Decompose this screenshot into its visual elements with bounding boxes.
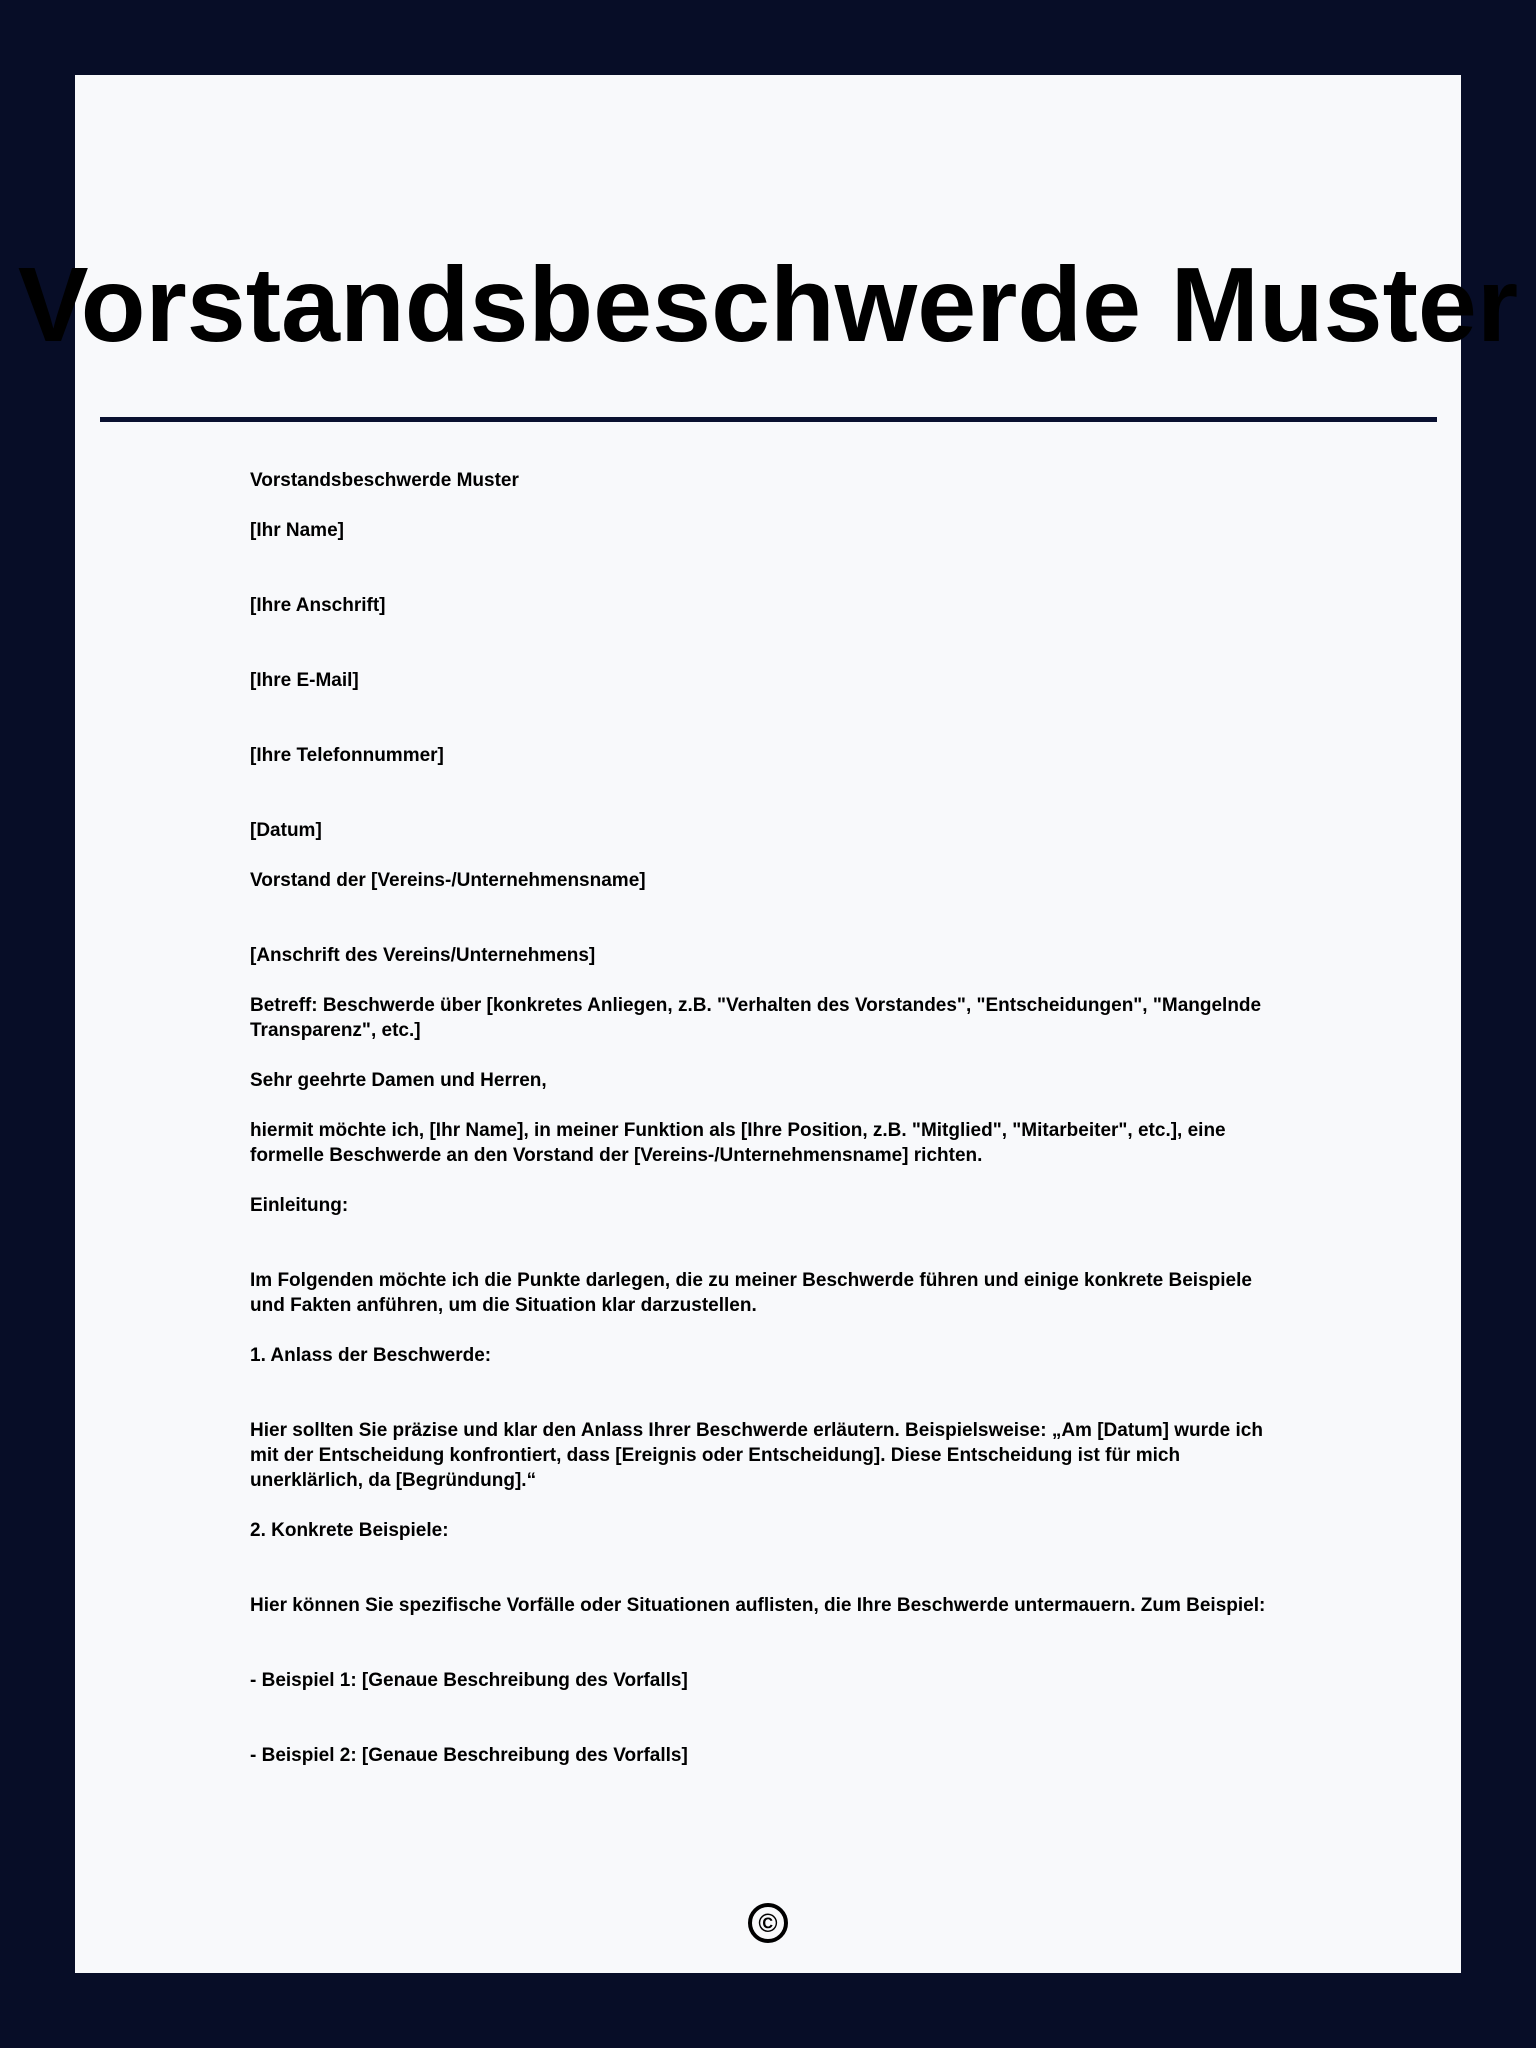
example-item: - Beispiel 1: [Genaue Beschreibung des Vorfalls] (250, 1670, 688, 1691)
letter-body (250, 468, 1270, 1768)
opening-paragraph: hiermit möchte ich, [Ihr Name], in meiner Funktion als [Ihre Position, z.B. "Mitglied", "Mitarbeiter", etc.], eine formelle Beschwerde an den Vorstand der [Vereins-/Unternehmensname] richten. (250, 1120, 1226, 1166)
letter-heading: Vorstandsbeschwerde Muster (250, 470, 519, 491)
section-heading-examples: 2. Konkrete Beispiele: (250, 1520, 449, 1541)
reason-paragraph: Hier sollten Sie präzise und klar den Anlass Ihrer Beschwerde erläutern. Beispielsweise: „Am [Datum] wurde ich mit der Entscheidung konfrontiert, dass [Ereignis oder Entscheidung]. Diese Entscheidung ist für mich unerklärlich, da [Begründung].“ (250, 1420, 1263, 1491)
recipient-name: Vorstand der [Vereins-/Unternehmensname] (250, 870, 646, 891)
salutation: Sehr geehrte Damen und Herren, (250, 1070, 547, 1091)
sender-email: [Ihre E-Mail] (250, 670, 359, 691)
section-heading-reason: 1. Anlass der Beschwerde: (250, 1345, 492, 1366)
section-heading-introduction: Einleitung: (250, 1195, 349, 1216)
examples-paragraph: Hier können Sie spezifische Vorfälle oder Situationen auflisten, die Ihre Beschwerde untermauern. Zum Beispiel: (250, 1595, 1266, 1616)
letter-date: [Datum] (250, 820, 322, 841)
page-title: Vorstandsbeschwerde Muster (17, 246, 1519, 364)
title-divider (100, 417, 1437, 422)
sender-phone: [Ihre Telefonnummer] (250, 745, 444, 766)
recipient-address: [Anschrift des Vereins/Unternehmens] (250, 945, 596, 966)
introduction-paragraph: Im Folgenden möchte ich die Punkte darlegen, die zu meiner Beschwerde führen und einige konkrete Beispiele und Fakten anführen, um die Situation klar darzustellen. (250, 1270, 1252, 1316)
example-item: - Beispiel 2: [Genaue Beschreibung des Vorfalls] (250, 1745, 688, 1766)
subject-line: Betreff: Beschwerde über [konkretes Anliegen, z.B. "Verhalten des Vorstandes", "Entscheidungen", "Mangelnde Transparenz", etc.] (250, 995, 1262, 1041)
copyright-icon: © (748, 1903, 788, 1943)
sender-address: [Ihre Anschrift] (250, 595, 386, 616)
sender-name: [Ihr Name] (250, 520, 344, 541)
